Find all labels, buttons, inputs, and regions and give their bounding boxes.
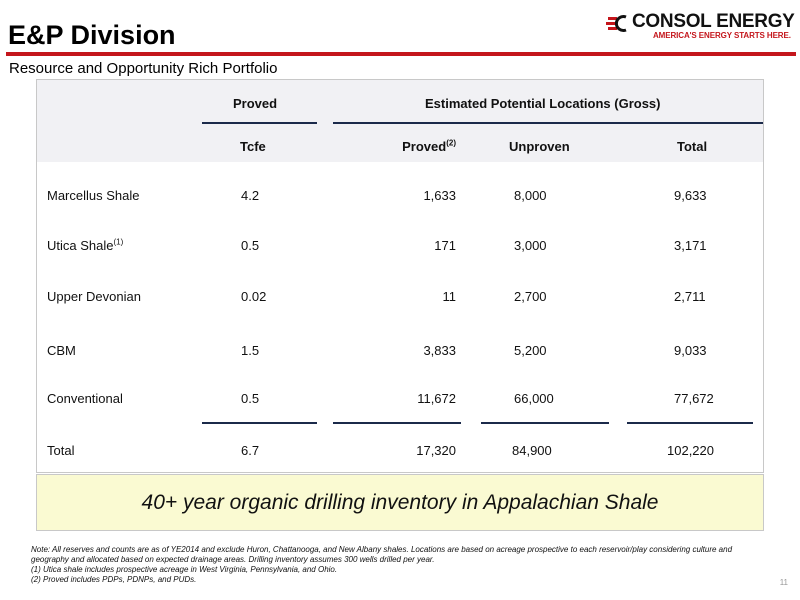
- company-logo: [606, 11, 796, 44]
- total-label: Total: [47, 443, 75, 458]
- table-header-band: [37, 80, 763, 162]
- column-header-proved-locations: Proved$^{(2)}$: [402, 138, 456, 154]
- cell-total: 9,633: [674, 188, 707, 203]
- row-label: Marcellus Shale: [47, 188, 140, 203]
- cell-total: 77,672: [674, 391, 714, 406]
- page-title: E&P Division: [8, 20, 176, 50]
- footnote-2: (2) Proved includes PDPs, PDNPs, and PUDs.: [31, 575, 197, 584]
- column-header-tcfe: Tcfe: [240, 139, 266, 154]
- row-label: Utica Shale$^{(1)}$: [47, 237, 124, 253]
- cell-total: 3,171: [674, 238, 707, 253]
- cell-tcfe: 0.5: [241, 238, 260, 253]
- row-label: Conventional: [47, 391, 123, 406]
- footnote-1: (1) Utica shale includes prospective acreage in West Virginia, Pennsylvania, and Ohio.: [31, 565, 338, 574]
- column-header-total: Total: [677, 139, 708, 154]
- total-unproven: 84,900: [512, 443, 552, 458]
- cell-tcfe: 0.02: [241, 289, 267, 304]
- cell-unproven: 5,200: [514, 343, 547, 358]
- total-total: 102,220: [667, 443, 714, 458]
- row-label: CBM: [47, 343, 76, 358]
- header-estimated-group: Estimated Potential Locations (Gross): [425, 96, 661, 111]
- cell-tcfe: 4.2: [241, 188, 260, 203]
- footnote-marker: (2): [446, 138, 456, 148]
- title-divider: [6, 52, 796, 56]
- logo-brand-text: CONSOL ENERGY: [632, 11, 795, 32]
- footnotes: [31, 545, 761, 585]
- cell-unproven: 66,000: [514, 391, 554, 406]
- page-number: 11: [779, 578, 788, 587]
- footnote-general: Note: All reserves and counts are as of YE2014 and exclude Huron, Chattanooga, and New Albany shales. Locations are based on acreage prospective to each reservoir/play considering culture and geography and allocated based on expected drainage areas. Drilling inventory assumes 300 wells drilled per year.: [31, 545, 733, 564]
- footnote-marker: (1): [113, 237, 124, 247]
- cell-unproven: 3,000: [514, 238, 547, 253]
- cell-unproven: 8,000: [514, 188, 547, 203]
- cell-unproven: 2,700: [514, 289, 547, 304]
- cell-proved: 171: [434, 238, 456, 253]
- total-proved: 17,320: [416, 443, 456, 458]
- cell-proved: 1,633: [423, 188, 456, 203]
- total-tcfe: 6.7: [241, 443, 260, 458]
- total-rule-unproven: [481, 422, 609, 424]
- header-rule-estimated: [333, 122, 763, 124]
- row-label: Upper Devonian: [47, 289, 141, 304]
- total-rule-tcfe: [202, 422, 317, 424]
- consol-logo-icon: [606, 14, 630, 34]
- cell-proved: 11,672: [417, 391, 456, 406]
- cell-total: 2,711: [674, 289, 706, 304]
- cell-proved: 3,833: [423, 343, 456, 358]
- header-proved-group: Proved: [233, 96, 278, 111]
- cell-proved: 11: [442, 289, 456, 304]
- page-subtitle: Resource and Opportunity Rich Portfolio: [9, 60, 278, 77]
- cell-tcfe: 1.5: [241, 343, 260, 358]
- column-header-unproven: Unproven: [509, 139, 570, 154]
- header-rule-proved: [202, 122, 317, 124]
- logo-tagline: AMERICA'S ENERGY STARTS HERE.: [653, 31, 791, 40]
- highlight-callout: 40+ year organic drilling inventory in Appalachian Shale: [36, 474, 764, 531]
- cell-tcfe: 0.5: [241, 391, 260, 406]
- total-rule-proved: [333, 422, 461, 424]
- total-rule-total: [627, 422, 753, 424]
- cell-total: 9,033: [674, 343, 707, 358]
- resource-table: [36, 79, 764, 473]
